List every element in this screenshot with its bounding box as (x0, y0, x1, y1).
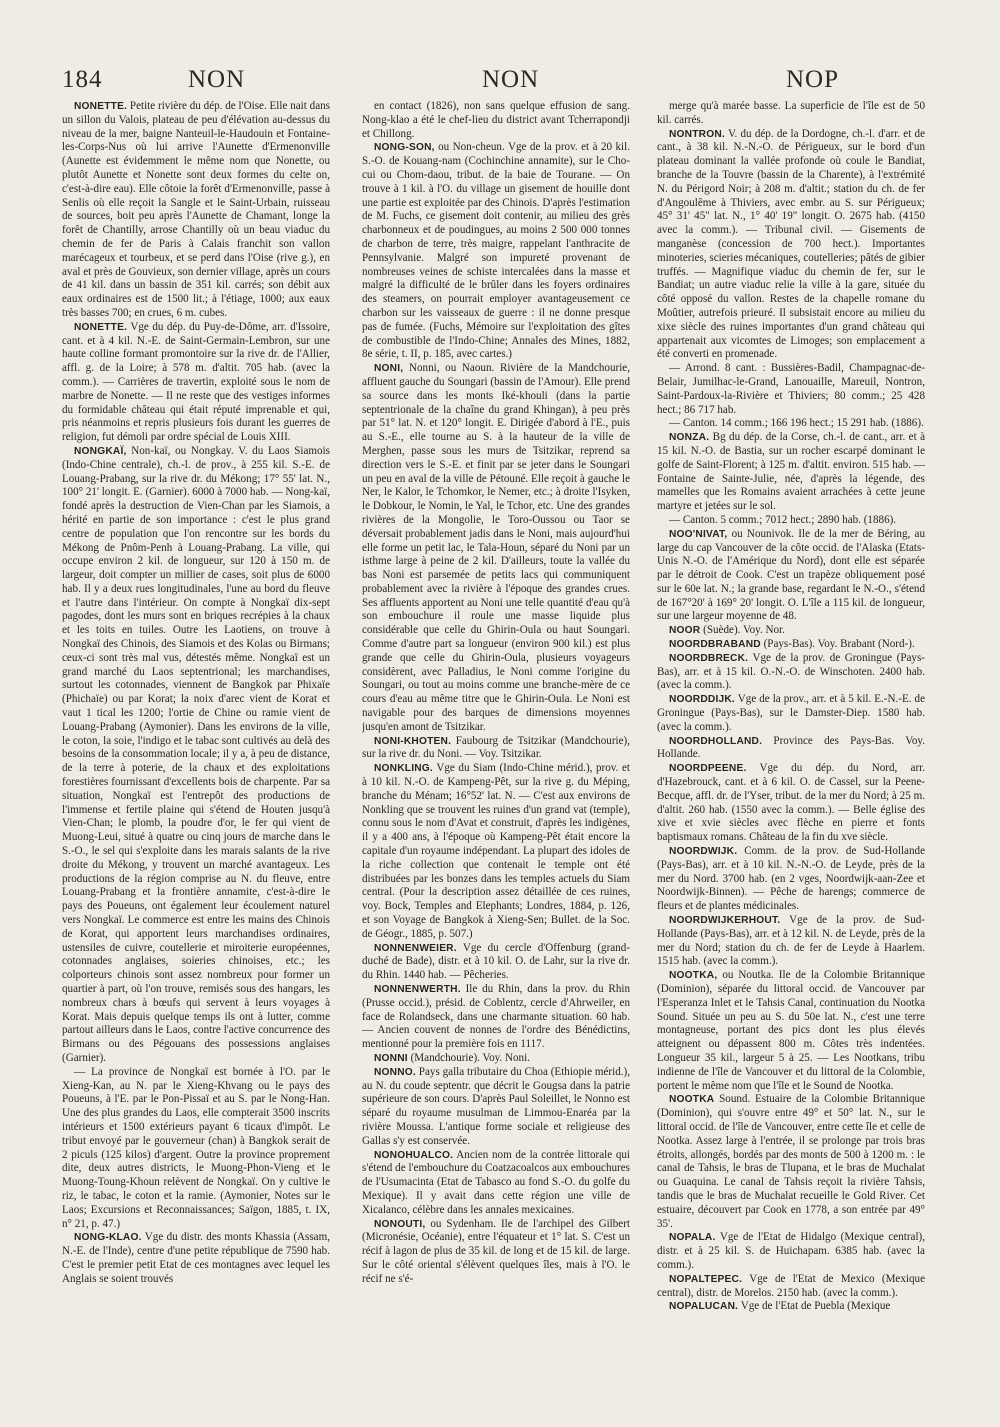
dictionary-entry (62, 321, 330, 445)
dictionary-entry (362, 1052, 630, 1066)
entry-headword: NONG-KLAO. (74, 1232, 142, 1244)
entry-headword: NONOUTI, (374, 1218, 426, 1230)
entry-headword: NOOTKA (669, 1094, 715, 1106)
dictionary-entry (657, 528, 925, 625)
entry-text: Vge du cercle d'Offenburg (grand-duché de Bade), distr. et à 10 kil. O. de Lahr, sur la rive dr. du Rhin. 1440 hab. — Pêcheries. (362, 941, 630, 982)
dictionary-entry (362, 942, 630, 983)
text-column-3 (657, 100, 925, 1400)
dictionary-entry (657, 652, 925, 693)
dictionary-entry (657, 1273, 925, 1301)
entry-text: en contact (1826), non sans quelque effusion de sang. Nong-klao a été le chef-lieu du district avant Tcherrapondji et Chillong. (362, 100, 630, 140)
entry-headword: NONNENWERTH. (374, 984, 461, 995)
entry-text: Vge de la prov., arr. et à 5 kil. E.-N.-E. de Groningue (Pays-Bas), sur le Damster-Diep. 1580 hab. (avec la comm.). (657, 693, 925, 733)
dictionary-entry (657, 431, 925, 514)
dictionary-entry (657, 1231, 925, 1272)
entry-headword: NOPALA. (669, 1232, 716, 1244)
dictionary-entry (62, 100, 330, 321)
entry-headword: NOORDHOLLAND. (669, 735, 763, 747)
page-number: 184 (62, 66, 103, 93)
entry-text: Nonni, ou Naoun. Rivière de la Mandchourie, affluent gauche du Soungari (bassin de l'Amour). Elle prend sa source dans les monts Iké-khouli (dans la partie septentrionale de la chaîne du grand Khingan), à peu près par 51° lat. N. et 120° longit. E. Dirigée d'abord à l'E., puis au S.-E., elle tourne au S. à la hauteur de la ville de Merghen, passe sous les murs de Tsitzikar, reprend sa direction vers le S.-E. et finit par se jeter dans le Soungari un peu en aval de la ville de Pétouné. Elle reçoit à gauche le Ner, le Kalor, le Tchomkor, le Nemer, etc.; à droite l'Isyken, le Dobkour, le Nomin, le Yal, le Tchor, etc. Une des grandes rivières de la Mongolie, le Toro-Oussou ou Taor se déversait probablement jadis dans le Noni, mais aujourd'hui elle forme un petit lac, le Tala-Houn, séparé du Noni par un isthme large à peine de 2 kil. D'ailleurs, toute la vallée du bas Noni est parsemée de petits lacs qui communiquent probablement avec la rivière à l'époque des grandes crues. Ses affluents apportent au Noni une telle quantité d'eau qu'à son embouchure il roule une masse liquide plus considérable que celle du Ghirin-Oula ou haut Soungari. Comme d'autre part sa longueur (environ 900 kil.) est plus grande que celle du Ghirin-Oula, plusieurs voyageurs considèrent, avec Palladius, le Noni comme l'origine du Soungari, ou tout au moins comme une branche-mère de ce cours d'eau au même titre que le Ghirin-Oula. Le Noni est navigable pour des barques de dimensions moyennes jusqu'en amont de Tsitzikar. (362, 362, 630, 733)
dictionary-entry (362, 762, 630, 941)
entry-text: Sound. Estuaire de la Colombie Britannique (Dominion), qui s'ouvre entre 49° et 50° lat. N., sur le littoral occid. de l'île de Vancouver, entre cette île et celle de Nootka. Assez large à l'entrée, il se prolonge par trois bras étroits, allongés, bordés par des monts de 500 à 1200 m. : le canal de Tahsis, le bras de Tlupana, et le bras de Muchalat ou Guaquina. Le canal de Tahsis reçoit la rivière Tahsis, tandis que le bras de Muchalat recueille le Gold River. Cet estuaire, découvert par Cook en 1778, a son entrée par 49° 35'. (657, 1093, 925, 1230)
dictionary-entry (362, 983, 630, 1052)
entry-text: Pays galla tributaire du Choa (Ethiopie mérid.), au N. du coude septentr. que décrit le Gougsa dans la patrie supérieure de son cours. D'après Paul Soleillet, le Nonno est séparé du royaume musulman de Limmou-Enaréa par la rivière Moussa. L'antique forme sociale et religieuse des Gallas s'y est conservée. (362, 1065, 630, 1147)
entry-headword: NONI, (374, 363, 404, 375)
entry-text: Vge de la prov. de Groningue (Pays-Bas), arr. et à 15 kil. O.-N.-O. de Winschoten. 2400 hab. (avec la comm.). (657, 651, 925, 692)
entry-text: Ile du Rhin, dans la prov. du Rhin (Prusse occid.), présid. de Coblentz, cercle d'Ahrweiler, en face de Rolandseck, dans une charmante situation. 60 hab. — Ancien couvent de nonnes de l'ordre des Bénédictins, mentionné pour la première fois en 1117. (362, 983, 630, 1051)
entry-text: Vge du dép. du Nord, arr. d'Hazebrouck, cant. et à 6 kil. O. de Cassel, sur la Peene-Becque, affl. dr. de l'Yser, tribut. de la mer du Nord; à 25 m. d'altit. 260 hab. (1550 avec la comm.). — Belle église des xive et xvie siècles avec flèche en pierre et fonts baptismaux romans. Château de la fin du xve siècle. (657, 762, 925, 844)
entry-text: (Mandchourie). Voy. Noni. (407, 1051, 530, 1064)
entry-headword: NONGKAÏ, (74, 445, 127, 457)
entry-text: Faubourg de Tsitzikar (Mandchourie), sur la rive dr. du Noni. — Voy. Tsitzikar. (362, 734, 630, 761)
entry-text: Vge du dép. du Puy-de-Dôme, arr. d'Issoire, cant. et à 4 kil. N.-E. de Saint-Germain-Lembron, sur une haute colline formant promontoire sur la rive dr. de l'Allier, affl. g. de la Loire; à 578 m. d'altit. 705 hab. (avec la comm.). — Carrières de travertin, exploité sous le nom de marbre de Nonette. — Il ne reste que des vestiges informes du formidable château qui était réputé imprenable et qui, pris néanmoins et repris plusieurs fois durant les guerres de religion, fut démoli par ordre spécial de Louis XIII. (62, 320, 330, 444)
entry-text: Vge de l'Etat de Hidalgo (Mexique central), distr. et à 25 kil. S. de Huichapam. 6385 hab. (avec la comm.). (657, 1231, 925, 1271)
entry-text: Vge de la prov. de Sud-Hollande (Pays-Bas), arr. et à 12 kil. N. de Leyde, près de la mer du Nord; station du ch. de fer de Leyde à Haarlem. 1515 hab. (avec la comm.). (657, 914, 925, 968)
entry-headword: NONETTE. (74, 321, 128, 333)
dictionary-entry (657, 100, 925, 128)
entry-text: Comm. de la prov. de Sud-Hollande (Pays-Bas), arr. et à 10 kil. N.-N.-O. de Leyde, près de la mer du Nord. 3700 hab. (en 2 vges, Noordwijk-aan-Zee et Noordwijk-Binnen). — Pêche de harengs; commerce de fleurs et de plantes médicinales. (657, 845, 925, 913)
entry-text: (Suède). Voy. Nor. (700, 624, 785, 637)
entry-text: — La province de Nongkaï est bornée à l'O. par le Xieng-Kan, au N. par le Xieng-Khvang ou le pays des Poueuns, à l'E. par le Pon-Pissaï et au S. par le Nong-Han. Une des plus grandes du Laos, elle compterait 3500 inscrits intérieurs et 1500 extérieurs payant 6 ticaux d'impôt. Le tribut envoyé par le gouverneur (chan) à Bangkok serait de 2 piculs (125 kilos) d'argent. Outre la province proprement dite, deux autres districts, le Muong-Phon-Vieng et le Muong-Toung-Khoun relèvent de Nongkaï. On y cultive le riz, le tabac, le coton et la ramie. (Aymonier, Notes sur le Laos; Excursions et Reconnaissances; Saïgon, 1885, t. IX, n° 21, p. 47.) (62, 1065, 330, 1230)
dictionary-entry (362, 141, 630, 362)
text-column-2 (362, 100, 630, 1400)
dictionary-entry (362, 1149, 630, 1218)
dictionary-entry (657, 1300, 925, 1314)
entry-headword: NONG-SON, (374, 142, 435, 154)
entry-headword: NOOTKA, (669, 970, 718, 982)
dictionary-entry (657, 417, 925, 431)
dictionary-entry (362, 1218, 630, 1287)
entry-headword: NONNENWEIER. (374, 942, 457, 954)
header-right-word: NOP (786, 66, 840, 93)
entry-headword: NOORDDIJK. (669, 694, 735, 706)
dictionary-entry (657, 362, 925, 417)
entry-headword: NOORDPEENE. (669, 763, 747, 775)
entry-text: ou Noutka. Ile de la Colombie Britannique (Dominion), séparée du littoral occid. de Vancouver par l'Esperanza Inlet et le Tahsis Canal, continuation du Nootka Sound. Située un peu au S. du 50e lat. N., c'est une terre montagneuse, portant des pics dont les plus élevés atteignent ou dépassent 800 m. Côtes très indentées. Longueur 35 kil., largeur 5 à 25. — Les Nootkans, tribu indienne de l'île de Vancouver et du littoral de la Colombie, portent le même nom que l'île et le Sound de Nootka. (657, 969, 925, 1092)
dictionary-entry (657, 693, 925, 734)
entry-text: Ancien nom de la contrée littorale qui s'étend de l'embouchure du Coatzacoalcos aux embouchures de l'Usumacinta (Etat de Tabasco au fond S.-O. du golfe du Mexique). Il y avait dans cette région une ville de Xicalanco, célèbre dans les annales mexicaines. (362, 1148, 630, 1216)
dictionary-entry (657, 735, 925, 763)
entry-headword: NONOHUALCO. (374, 1149, 454, 1161)
dictionary-entry (362, 100, 630, 141)
entry-text: ou Non-cheun. Vge de la prov. et à 20 kil. S.-O. de Kouang-nam (Cochinchine annamite), sur le Cho-cui ou Chom-daou, tribut. de la baie de Tourane. — On trouve à 1 kil. à l'O. du village un gisement de houille dont une partie est exploitée par des Chinois. D'après l'estimation de M. Fuchs, ce gisement doit contenir, au milieu des grès charbonneux et de poudingues, au moins 2 500 000 tonnes de charbon de terre, très maigre, rappelant l'anthracite de Pennsylvanie. Malgré son impureté provenant de nombreuses veines de schiste intercalées dans la masse et malgré la difficulté de le brûler dans les foyers ordinaires des steamers, on pourrait employer avantageusement ce charbon sur les vaisseaux de guerre : il ne donne presque pas de fumée. (Fuchs, Mémoire sur l'exploitation des gîtes de combustible de l'Indo-Chine; Annales des Mines, 1882, 8e série, t. II, p. 185, avec cartes.) (362, 141, 630, 361)
entry-headword: NONTRON. (669, 128, 725, 140)
text-column-1 (62, 100, 330, 1400)
entry-headword: NONKLING. (374, 763, 433, 775)
entry-headword: NONI-KHOTEN. (374, 735, 452, 747)
entry-headword: NOOR (669, 625, 701, 637)
dictionary-entry (657, 914, 925, 969)
entry-text: Province des Pays-Bas. Voy. Hollande. (657, 734, 925, 761)
entry-headword: NONETTE. (74, 101, 128, 112)
entry-headword: NOORDWIJKERHOUT. (669, 915, 781, 927)
header-left-word: NON (188, 66, 246, 93)
dictionary-entry (657, 128, 925, 363)
entry-headword: NOPALUCAN. (669, 1301, 739, 1313)
entry-text: (Pays-Bas). Voy. Brabant (Nord-). (760, 638, 915, 651)
entry-headword: NONNI (374, 1052, 408, 1064)
dictionary-entry (657, 845, 925, 914)
entry-text: — Canton. 14 comm.; 166 196 hect.; 15 291 hab. (1886). (669, 417, 924, 430)
entry-text: ou Sydenham. Ile de l'archipel des Gilbert (Micronésie, Océanie), entre l'équateur et 1° lat. S. C'est un récif à lagon de plus de 35 kil. de long et de 15 kil. de large. Sur le côté oriental s'élèvent quelques îles, mais à l'O. le récif ne s'é- (362, 1217, 630, 1285)
dictionary-entry (657, 1093, 925, 1231)
entry-headword: NOORDWIJK. (669, 846, 738, 858)
running-header (62, 66, 942, 102)
entry-text: Vge du Siam (Indo-Chine mérid.), prov. et à 10 kil. N.-O. de Kampeng-Pêt, sur la rive g. du Méping, branche du Ménam; 16°52' lat. N. — C'est aux environs de Nonkling que se trouvent les ruines d'un grand vat (temple), connu sous le nom d'Avat et construit, d'après les indigènes, il y a 400 ans, à l'époque où Kampeng-Pêt était encore la capitale d'un royaume indépendant. La plupart des idoles de la riche collection que contenait le temple ont été distribuées par les bonzes dans les temples actuels du Siam central. (Pour la description assez détaillée de ces ruines, voy. Bock, Temples and Elephants; Londres, 1884, p. 126, et son Voyage de Bangkok à Xieng-Sen; Bullet. de la Soc. de Géogr., 1885, p. 507.) (362, 762, 630, 940)
dictionary-entry (657, 624, 925, 638)
entry-text: Bg du dép. de la Corse, ch.-l. de cant., arr. et à 15 kil. N.-O. de Bastia, sur un rocher escarpé dominant le golfe de Saint-Florent; à 125 m. d'altit. environ. 515 hab. — Fontaine de Sainte-Julie, née, d'après la légende, des mamelles que les Romains avaient arrachées à cette jeune martyre et jetées sur le sol. (657, 431, 925, 513)
entry-text: Vge du distr. des monts Khassia (Assam, N.-E. de l'Inde), centre d'une petite république de 7590 hab. C'est le premier petit Etat de ces montagnes avec lequel les Anglais se soient trouvés (62, 1231, 330, 1285)
entry-text: V. du dép. de la Dordogne, ch.-l. d'arr. et de cant., à 38 kil. N.-N.-O. de Périgueux, sur le bord d'un plateau dominant la vallée profonde où coule le Bandiat, branche de la Touvre (bassin de la Charente), à l'extrémité N. du Périgord Noir; à 208 m. d'altit.; station du ch. de fer d'Angoulême à Thiviers, avec embr. au S. sur Périgueux; 45° 31' 45" lat. N., 1° 40' 19" longit. O. 2675 hab. (4150 avec la comm.). — Tribunal civil. — Gisements de manganèse (concession de 700 hect.). Importantes minoteries, scieries mécaniques, coutelleries; pâtés de gibier truffés. — Magnifique viaduc du chemin de fer, sur le Bandiat; un autre viaduc relie la ville à la gare, située du côté opposé du vallon. Restes de la chapelle romane du Moûtier, autrefois prieuré. Il subsistait encore au milieu du xixe siècle des ruines importantes d'un grand château qui appartenait aux vicomtes de Limoges; son emplacement a été converti en promenade. (657, 127, 925, 361)
entry-text: ou Nounivok. Ile de la mer de Béring, au large du cap Vancouver de la côte occid. de l'Alaska (Etats-Unis N.-O. de l'Amérique du Nord), dont elle est séparée par le détroit de Cook. C'est un trapèze obliquement posé sur le 60e lat. N.; la grande base, regardant le N.-O., s'étend de 167°20' à 169° 20' longit. O. L'île a 115 kil. de longueur, sur une largeur moyenne de 48. (657, 527, 925, 623)
entry-text: Petite rivière du dép. de l'Oise. Elle nait dans un sillon du Valois, plateau de peu d'élévation au-dessus du niveau de la mer, baigne Nanteuil-le-Haudouin et Fontaine-les-Corps-Nus où lui arrive l'Aunette d'Ermenonville (Aunette est évidemment le même nom que Nonette, ou plutôt Aunette et Nonette sont deux formes du celte on, c'est-à-dire eau). Elle côtoie la forêt d'Ermenonville, passe à Senlis où elle reçoit la Sangle et le Saint-Urbain, ruisseau de sources, boit peu après l'Aunette de Chamant, longe la forêt de Chantilly, arrose Chantilly où un beau viaduc du chemin de fer de Paris à Calais franchit son vallon marécageux et tourbeux, et se perd dans l'Oise (rive g.), en aval et près de Gouvieux, son dernier village, après un cours de 41 kil. dans un bassin de 351 kil. carrés; son débit aux eaux ordinaires est de 1500 lit.; à l'étiage, 1000; aux eaux très basses 700; en crues, 6 m. cubes. (62, 100, 330, 319)
entry-text: — Arrond. 8 cant. : Bussières-Badil, Champagnac-de-Belair, Jumilhac-le-Grand, Lanouaille, Mareuil, Nontron, Saint-Pardoux-la-Rivière et Thiviers; 80 comm.; 25 428 hect.; 86 717 hab. (657, 362, 925, 416)
entry-headword: NONNO. (374, 1066, 416, 1078)
entry-headword: NONZA. (669, 432, 710, 444)
entry-text: Vge de l'Etat de Puebla (Mexique (738, 1300, 891, 1313)
entry-headword: NOORDBRABAND (669, 639, 761, 651)
dictionary-entry (657, 762, 925, 845)
entry-headword: NOORDBRECK. (669, 652, 749, 664)
dictionary-entry (62, 1066, 330, 1232)
dictionary-entry (62, 445, 330, 1066)
entry-text: — Canton. 5 comm.; 7012 hect.; 2890 hab. (1886). (669, 513, 897, 526)
dictionary-entry (362, 735, 630, 763)
entry-text: Non-kaï, ou Nongkay. V. du Laos Siamois (Indo-Chine centrale), ch.-l. de prov., à 255 kil. S.-E. de Louang-Prabang, sur la rive dr. du Mékong; 17° 55' lat. N., 100° 21' longit. E. (Garnier). 6000 à 7000 hab. — Nong-kaï, fondé après la destruction de Vien-Chan par les Siamois, a hérité en partie de son importance : c'est le plus grand centre de population que l'on rencontre sur les bords du Mékong de Pnôm-Penh à Louang-Prabang. La ville, qui occupe environ 2 kil. de longueur, sur 120 à 150 m. de largeur, doit compter un millier de cases, soit plus de 6000 hab. Il y a deux rues longitudinales, l'une au bord du fleuve et l'autre dans l'intérieur. On compte à Nongkaï dix-sept pagodes, dont les murs sont en briques recrépies à la chaux et les toits en tuiles. Outre les Laotiens, on trouve à Nongkaï des Chinois, des Siamois et des Kolas ou Birmans; ceux-ci sont très mal vus, détestés même. Nongkaï est un grand marché du Laos septentrional; les marchandises, surtout les cotonnades, viennent de Bangkok par Phixaïe (Phichaïe) ou par Korat; la noix d'arec vient de Korat et vaut 1 tical les 1200; l'ortie de Chine ou ramie vient de Louang-Prabang (Aymonier). Dans les environs de la ville, le coton, la soie, l'indigo et le tabac sont cultivés au delà des besoins de la consommation locale; il y a, à peu de distance, de la terre à poterie, de la chaux et des exploitations forestières fournissant d'excellents bois de charpente. Par sa situation, Nongkaï est l'entrepôt des productions de l'immense et fertile plaine qui s'étend de Houten jusqu'à Vien-Chan; le plomb, la poudre d'or, le fer qui vient de Muong-Leui, situé à quatre ou cinq jours de marche dans le S.-O., le sel qui s'exploite dans les marais salants de la rive droite du Mékong, y trouvent un marché avantageux. Les productions de la région comprise au N. du fleuve, entre Louang-Prabang et la frontière annamite, c'est-à-dire le pays des Poueuns, ont également leur écoulement naturel vers Nongkaï. Le commerce est entre les mains des Chinois de Korat, qui apportent leurs marchandises ordinaires, ustensiles de cuivre, coutellerie et miroiterie européennes, cotonnades anglaises, soieries chinoises, etc.; les colporteurs chinois sont assez nombreux pour former un quartier à part, où l'on trouve, remisés sous des hangars, les nombreux chars à bœufs qui servent à leurs voyages à Korat. Mais depuis quelque temps ils ont à lutter, comme partout ailleurs dans le Laos, contre l'active concurrence des Birmans ou des Pégouans des possessions anglaises (Garnier). (62, 444, 330, 1064)
dictionary-entry (657, 514, 925, 528)
entry-text: Vge de l'Etat de Mexico (Mexique central), distr. de Morelos. 2150 hab. (avec la comm.). (657, 1272, 925, 1299)
dictionary-entry (657, 969, 925, 1093)
entry-headword: NOPALTEPEC. (669, 1273, 743, 1285)
dictionary-entry (362, 362, 630, 735)
header-center-word: NON (482, 66, 540, 93)
entry-headword: NOO'NIVAT, (669, 528, 728, 540)
dictionary-entry (62, 1231, 330, 1286)
entry-text: merge qu'à marée basse. La superficie de l'île est de 50 kil. carrés. (657, 100, 925, 126)
dictionary-entry (362, 1066, 630, 1149)
dictionary-entry (657, 638, 925, 652)
